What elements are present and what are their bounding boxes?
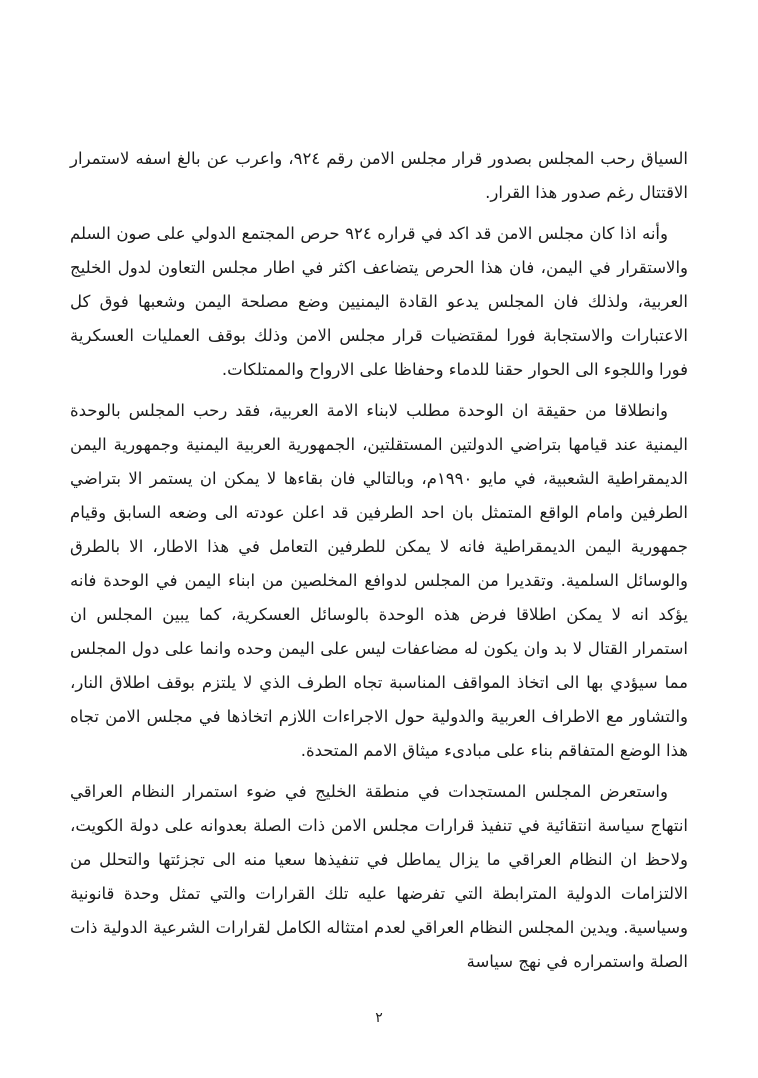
- text-block: [70, 142, 688, 986]
- paragraph-yemeni-unity: وانطلاقا من حقيقة ان الوحدة مطلب لابناء الامة العربية، فقد رحب المجلس بالوحدة اليمنية عند قيامها بتراضي الدولتين المستقلتين، الجمهورية العربية اليمنية وجمهورية اليمن الديمقراطية الشعبية، في مايو ١٩٩٠م، وبالتالي فان بقاءها لا يمكن ان يستمر الا بتراضي الطرفين وامام الواقع المتمثل بان احد الطرفين قد اعلن عودته الى وضعه السابق وقيام جمهورية اليمن الديمقراطية فانه لا يمكن للطرفين التعامل في هذا الاطار، الا بالطرق والوسائل السلمية. وتقديرا من المجلس لدوافع المخلصين من ابناء اليمن في الوحدة فانه يؤكد انه لا يمكن اطلاقا فرض هذه الوحدة بالوسائل العسكرية، كما يبين المجلس ان استمرار القتال لا بد وان يكون له مضاعفات ليس على اليمن وحده وانما على دول المجلس مما سيؤدي بها الى اتخاذ المواقف المناسبة تجاه الطرف الذي لا يلتزم بوقف اطلاق النار، والتشاور مع الاطراف العربية والدولية حول الاجراءات اللازم اتخاذها في مجلس الامن تجاه هذا الوضع المتفاقم بناء على مبادىء ميثاق الامم المتحدة.: [70, 401, 689, 760]
- paragraph-continuation: السياق رحب المجلس بصدور قرار مجلس الامن رقم ٩٢٤، واعرب عن بالغ اسفه لاستمرار الاقتتال رغم صدور هذا القرار.: [70, 149, 688, 202]
- paragraph-gulf-iraq: واستعرض المجلس المستجدات في منطقة الخليج في ضوء استمرار النظام العراقي انتهاج سياسة انتقائية في تنفيذ قرارات مجلس الامن ذات الصلة بعدوانه على دولة الكويت، ولاحظ ان النظام العراقي ما يزال يماطل في تنفيذها سعيا منه الى تجزئتها والتحلل من الالتزامات الدولية المترابطة التي تفرضها عليه تلك القرارات والتي تمثل وحدة قانونية وسياسية. ويدين المجلس النظام العراقي لعدم امتثاله الكامل لقرارات الشرعية الدولية ذات الصلة واستمراره في نهج سياسة: [70, 782, 688, 971]
- paragraph-security-council: وأنه اذا كان مجلس الامن قد اكد في قراره ٩٢٤ حرص المجتمع الدولي على صون السلم والاستقرار في اليمن، فان هذا الحرص يتضاعف اكثر في اطار مجلس التعاون لدول الخليج العربية، ولذلك فان المجلس يدعو القادة اليمنيين وضع مصلحة اليمن وشعبها فوق كل الاعتبارات والاستجابة فورا لمقتضيات قرار مجلس الامن وذلك بوقف العمليات العسكرية فورا واللجوء الى الحوار حقنا للدماء وحفاظا على الارواح والممتلكات.: [70, 224, 688, 379]
- page-number: ٢: [375, 1010, 383, 1026]
